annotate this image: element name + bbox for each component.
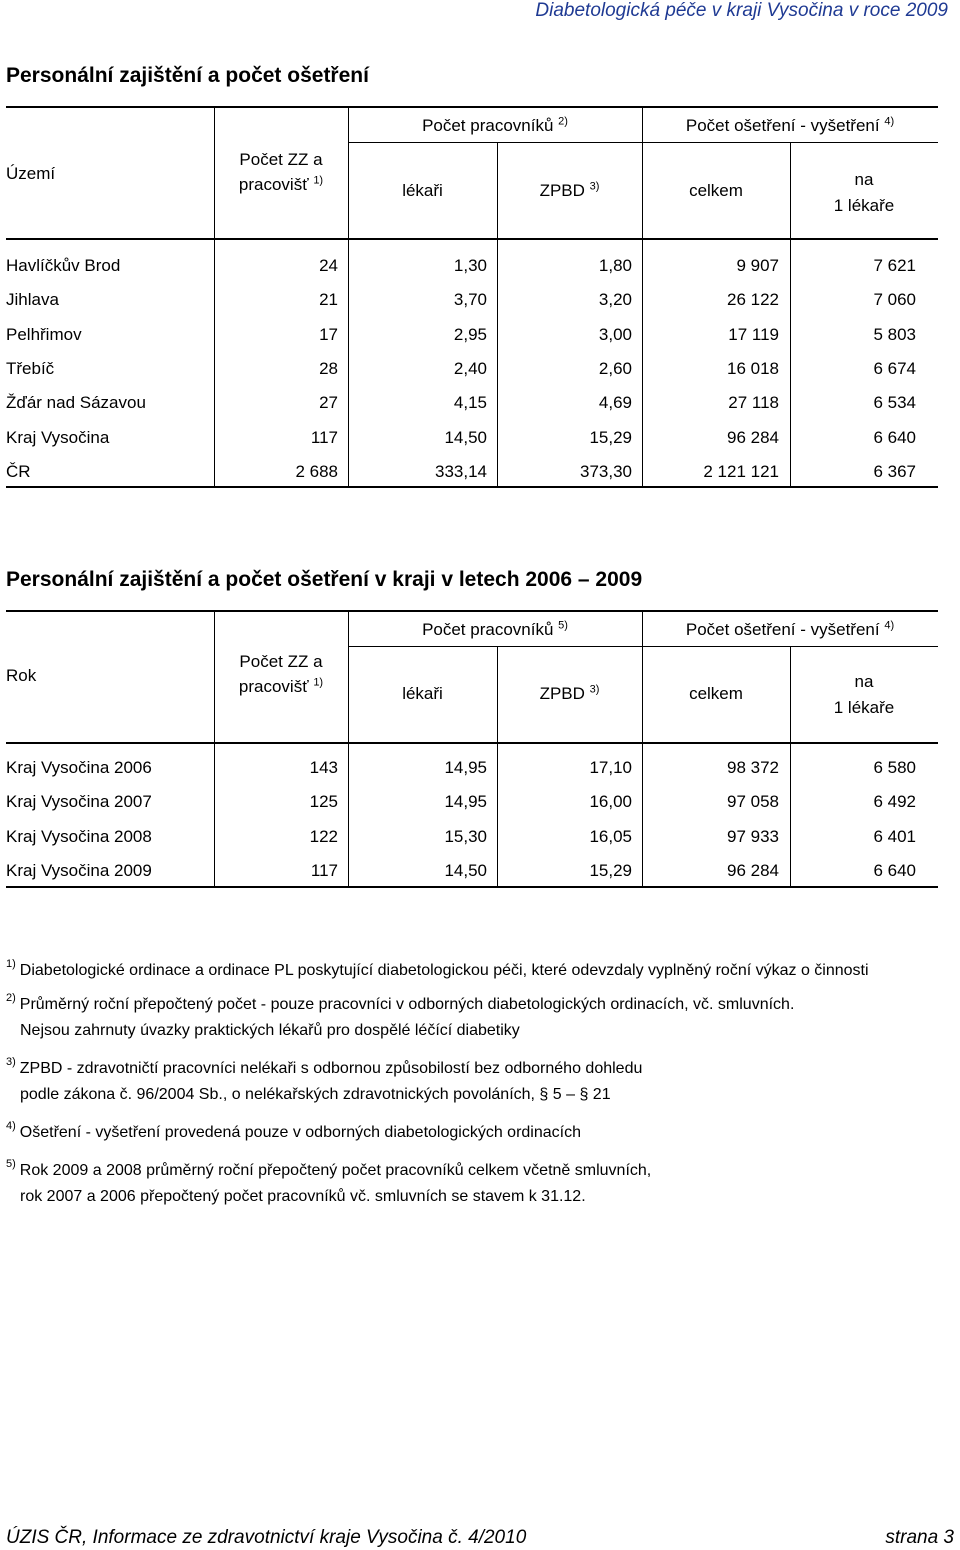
table1-header-zpbd: ZPBD $^{3)}$ bbox=[539, 180, 600, 200]
table2-header-zpbd: ZPBD $^{3)}$ bbox=[539, 683, 600, 703]
table2-header-lekari: lékaři bbox=[402, 684, 443, 703]
footnote-mark: 3) bbox=[6, 1056, 16, 1068]
cell-name: Kraj Vysočina 2008 bbox=[6, 826, 152, 846]
cell-lekari: 14,50 bbox=[444, 860, 487, 880]
cell-zz: 143 bbox=[309, 758, 338, 777]
table2-header-zz: Počet ZZ a pracovišť $^{1)}$ bbox=[238, 652, 324, 696]
running-header: Diabetologická péče v kraji Vysočina v roce 2009 bbox=[535, 0, 948, 21]
cell-lekari: 14,50 bbox=[444, 427, 487, 447]
cell-zpbd: 2,60 bbox=[598, 358, 632, 378]
cell-name: Kraj Vysočina bbox=[6, 427, 110, 447]
cell-zz: 122 bbox=[309, 826, 338, 846]
cell-zz: 117 bbox=[310, 860, 338, 880]
footnote-text: Rok 2009 a 2008 průměrný roční přepočtený počet pracovníků celkem včetně smluvních, bbox=[19, 1162, 652, 1179]
footnote-text: ZPBD - zdravotničtí pracovníci nelékaři s odbornou způsobilostí bez odborného dohledu bbox=[19, 1060, 643, 1077]
cell-celkem: 17 119 bbox=[728, 324, 779, 344]
cell-zpbd: 16,00 bbox=[589, 792, 632, 812]
cell-celkem: 96 284 bbox=[727, 860, 779, 880]
cell-na: 6 401 bbox=[873, 826, 916, 846]
table2-header-rule bbox=[6, 742, 938, 744]
cell-celkem: 98 372 bbox=[727, 758, 779, 777]
cell-zpbd: 4,69 bbox=[598, 393, 632, 413]
cell-zpbd: 16,05 bbox=[589, 826, 632, 846]
cell-na: 6 492 bbox=[873, 792, 916, 812]
cell-name: Jihlava bbox=[6, 290, 59, 310]
cell-zpbd: 15,29 bbox=[589, 427, 632, 447]
table1-header-na-lekare: na 1 lékaře bbox=[833, 170, 895, 215]
table2-bottom-rule bbox=[6, 886, 938, 888]
cell-celkem: 97 058 bbox=[727, 792, 779, 812]
cell-lekari: 4,15 bbox=[453, 393, 487, 413]
cell-celkem: 27 118 bbox=[728, 393, 779, 413]
table1-header-zz: Počet ZZ a pracovišť $^{1)}$ bbox=[238, 150, 324, 194]
table2-header-pracovniku: Počet pracovníků $^{5)}$ bbox=[422, 619, 568, 639]
table2-title: Personální zajištění a počet ošetření v kraji v letech 2006 – 2009 bbox=[6, 568, 643, 591]
table2-header-rok: Rok bbox=[6, 666, 37, 685]
table1-header-uzemi: Území bbox=[6, 164, 56, 183]
table2-header-osetreni: Počet ošetření - vyšetření $^{4)}$ bbox=[685, 619, 895, 639]
cell-celkem: 96 284 bbox=[727, 427, 779, 447]
cell-zpbd: 15,29 bbox=[589, 860, 632, 880]
cell-name: ČR bbox=[6, 461, 31, 481]
cell-celkem: 2 121 121 bbox=[703, 461, 779, 481]
cell-name: Pelhřimov bbox=[6, 324, 82, 344]
cell-na: 5 803 bbox=[873, 324, 916, 344]
table1-header-pracovniku: Počet pracovníků $^{2)}$ bbox=[422, 115, 568, 135]
cell-celkem: 26 122 bbox=[727, 290, 779, 310]
footnote-mark: 2) bbox=[6, 992, 16, 1004]
cell-name: Třebíč bbox=[6, 358, 55, 378]
cell-lekari: 15,30 bbox=[444, 826, 487, 846]
footer-page-number: strana 3 bbox=[885, 1527, 954, 1548]
cell-na: 6 367 bbox=[873, 461, 916, 481]
footnote bbox=[6, 958, 869, 980]
cell-celkem: 16 018 bbox=[727, 358, 779, 378]
cell-name: Kraj Vysočina 2009 bbox=[6, 860, 152, 880]
footnote-text: Ošetření - vyšetření provedená pouze v odborných diabetologických ordinacích bbox=[19, 1124, 581, 1141]
cell-celkem: 9 907 bbox=[736, 256, 779, 275]
cell-zpbd: 3,20 bbox=[598, 290, 632, 310]
cell-zz: 2 688 bbox=[295, 461, 338, 481]
table1-top-rule bbox=[6, 106, 938, 108]
footnote-text: Průměrný roční přepočtený počet - pouze pracovníci v odborných diabetologických ordinacích, vč. smluvních. bbox=[19, 996, 795, 1013]
cell-zpbd: 1,80 bbox=[598, 256, 632, 275]
footnote bbox=[6, 992, 795, 1014]
table2-header-na-lekare: na 1 lékaře bbox=[833, 672, 895, 717]
table1-header-celkem: celkem bbox=[689, 181, 743, 200]
table2-group-rule bbox=[348, 646, 938, 647]
footnote bbox=[6, 1056, 643, 1078]
table2-top-rule bbox=[6, 610, 938, 612]
cell-lekari: 14,95 bbox=[444, 758, 487, 777]
footnote-text: Diabetologické ordinace a ordinace PL poskytující diabetologickou péči, které odevzdaly vyplněný roční výkaz o činnosti bbox=[19, 962, 869, 979]
cell-na: 7 621 bbox=[873, 256, 916, 275]
footnote bbox=[6, 1120, 581, 1142]
cell-zz: 27 bbox=[319, 393, 338, 413]
table1-bottom-rule bbox=[6, 486, 938, 488]
table1-group-rule bbox=[348, 142, 938, 143]
footnote-mark: 1) bbox=[6, 958, 16, 970]
cell-name: Havlíčkův Brod bbox=[6, 256, 121, 275]
cell-lekari: 333,14 bbox=[435, 461, 487, 481]
cell-zz: 117 bbox=[310, 427, 338, 447]
table2-header-celkem: celkem bbox=[689, 684, 743, 703]
table1-header-rule bbox=[6, 238, 938, 240]
table1-header-lekari: lékaři bbox=[402, 181, 443, 200]
cell-celkem: 97 933 bbox=[727, 826, 779, 846]
cell-zz: 21 bbox=[319, 290, 338, 310]
cell-na: 6 534 bbox=[873, 393, 916, 413]
cell-zz: 17 bbox=[319, 324, 338, 344]
footnote bbox=[6, 1158, 652, 1180]
cell-lekari: 2,95 bbox=[453, 324, 487, 344]
footnote-continuation: Nejsou zahrnuty úvazky praktických lékařů pro dospělé léčící diabetiky bbox=[20, 1022, 520, 1039]
cell-zz: 125 bbox=[309, 792, 338, 812]
footer-source: ÚZIS ČR, Informace ze zdravotnictví kraje Vysočina č. 4/2010 bbox=[6, 1527, 527, 1548]
cell-zpbd: 17,10 bbox=[589, 758, 632, 777]
cell-na: 6 674 bbox=[873, 358, 916, 378]
cell-na: 6 640 bbox=[873, 860, 916, 880]
table1-header-osetreni: Počet ošetření - vyšetření $^{4)}$ bbox=[685, 115, 895, 135]
footnote-continuation: podle zákona č. 96/2004 Sb., o nelékařských zdravotnických povoláních, § 5 – § 21 bbox=[20, 1086, 611, 1103]
cell-na: 7 060 bbox=[873, 290, 916, 310]
cell-zz: 24 bbox=[319, 256, 338, 275]
table1-title: Personální zajištění a počet ošetření bbox=[6, 64, 369, 87]
footnote-mark: 5) bbox=[6, 1158, 16, 1170]
cell-name: Kraj Vysočina 2007 bbox=[6, 792, 152, 812]
cell-lekari: 3,70 bbox=[453, 290, 487, 310]
cell-na: 6 580 bbox=[873, 758, 916, 777]
cell-na: 6 640 bbox=[873, 427, 916, 447]
cell-name: Žďár nad Sázavou bbox=[6, 393, 146, 413]
cell-lekari: 1,30 bbox=[453, 256, 487, 275]
cell-lekari: 2,40 bbox=[453, 358, 487, 378]
cell-zpbd: 3,00 bbox=[598, 324, 632, 344]
footnote-mark: 4) bbox=[6, 1120, 16, 1132]
cell-zpbd: 373,30 bbox=[580, 461, 632, 481]
cell-zz: 28 bbox=[319, 358, 338, 378]
cell-lekari: 14,95 bbox=[444, 792, 487, 812]
footnote-continuation: rok 2007 a 2006 přepočtený počet pracovníků vč. smluvních se stavem k 31.12. bbox=[20, 1188, 586, 1205]
cell-name: Kraj Vysočina 2006 bbox=[6, 758, 152, 777]
